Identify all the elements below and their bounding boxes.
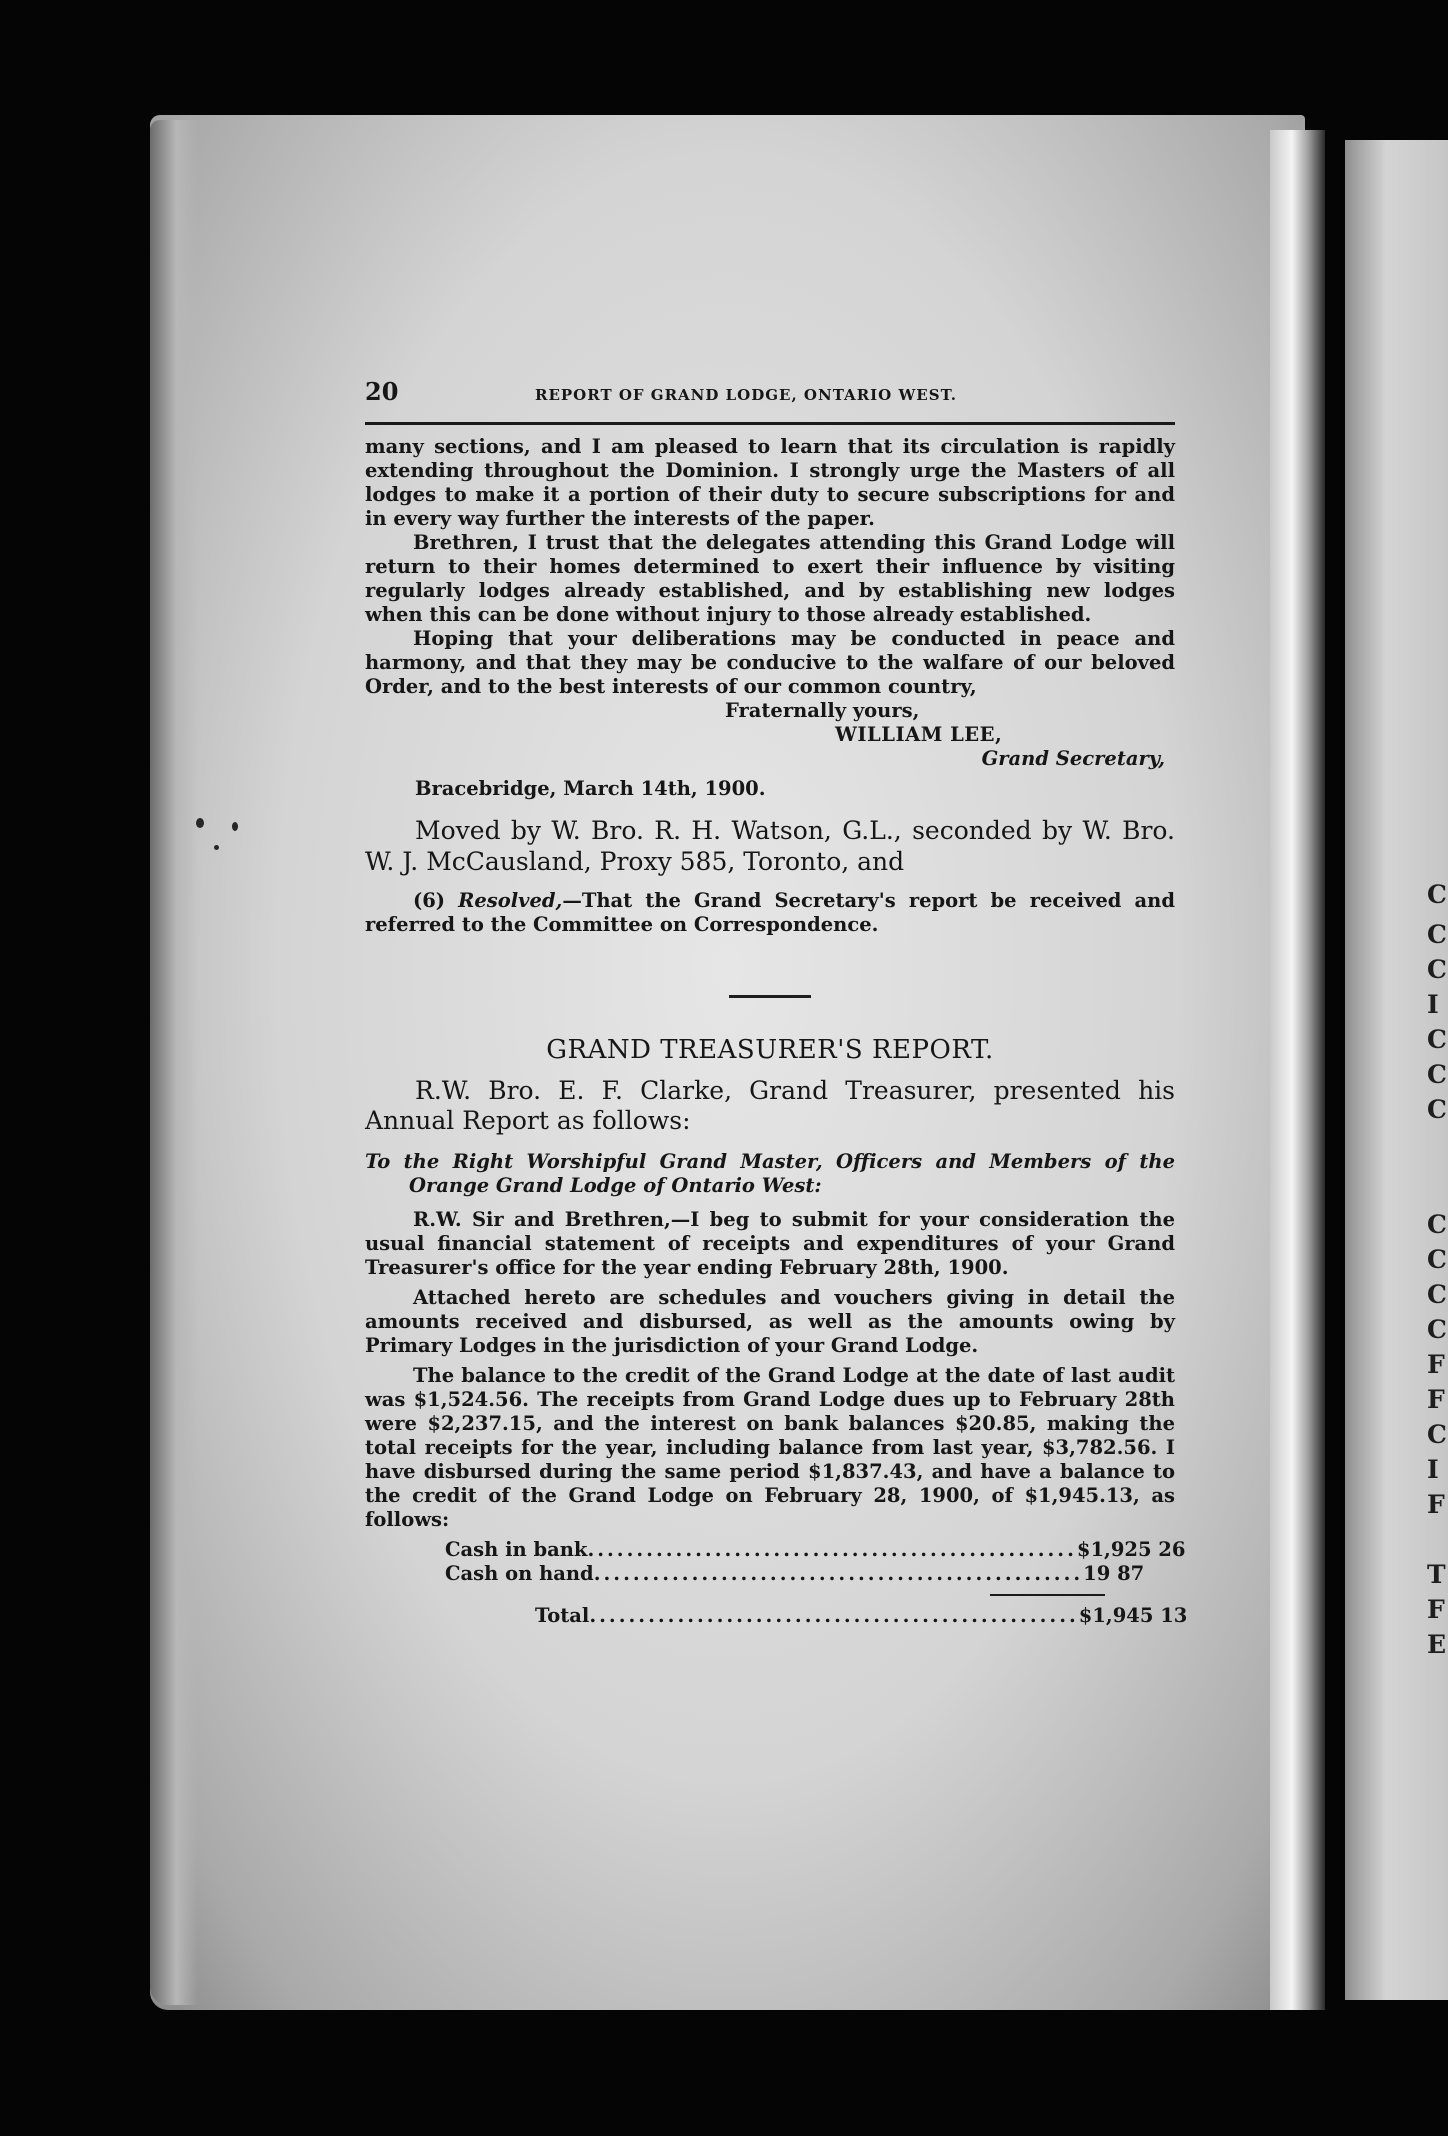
leader-dots: .................................................. (587, 1538, 1077, 1561)
page-number: 20 (365, 377, 399, 406)
ink-speck (196, 818, 204, 828)
resolution-number: (6) (413, 889, 446, 912)
adjacent-page-letter: F (1427, 1350, 1445, 1379)
leader-dots: .................................................. (589, 1604, 1079, 1627)
running-title: REPORT OF GRAND LODGE, ONTARIO WEST. (535, 386, 958, 404)
total-label: Total (535, 1604, 590, 1627)
running-header (365, 377, 1175, 425)
adjacent-page-letter: F (1427, 1595, 1445, 1624)
total-rule (990, 1594, 1105, 1596)
adjacent-page-letter: F (1427, 1385, 1445, 1414)
ledger-label: Cash on hand (445, 1562, 594, 1585)
section-divider (729, 995, 811, 998)
total-row (445, 1604, 1188, 1628)
document-text (365, 377, 1188, 1628)
letter-paragraph: Brethren, I trust that the delegates attending this Grand Lodge will return to their homes determined to exert their influence by visiting regularly lodges already established, and by establishing new lodges when this can be done without injury to those already established. (365, 531, 1175, 626)
book-gutter (1270, 130, 1325, 2010)
salutation-paragraph: R.W. Sir and Brethren,—I beg to submit for your consideration the usual financial statement of receipts and expenditures of your Grand Treasurer's office for the year ending February 28th, 1900. (365, 1208, 1175, 1279)
adjacent-page-letter: C (1427, 1025, 1447, 1054)
adjacent-page-letter: I (1427, 1455, 1439, 1484)
ink-speck (232, 822, 238, 831)
adjacent-page-letter: C (1427, 1420, 1447, 1449)
resolution-label: Resolved, (458, 889, 563, 912)
adjacent-page-strip (1345, 140, 1448, 2000)
cash-ledger (445, 1538, 1188, 1628)
signature-title: Grand Secretary, (981, 747, 1165, 770)
adjacent-page-letter: C (1427, 955, 1447, 984)
leader-dots: .................................................. (593, 1562, 1084, 1585)
ink-speck (214, 845, 219, 850)
adjacent-page-letter: F (1427, 1490, 1445, 1519)
ledger-row (445, 1538, 1186, 1562)
ledger-row (445, 1562, 1145, 1586)
ledger-amount: $1,925 26 (1076, 1538, 1186, 1561)
place-date: Bracebridge, March 14th, 1900. (415, 777, 766, 800)
adjacent-page-letter: C (1427, 1245, 1447, 1274)
resolution-text: —That the Grand Secretary's report be received and referred to the Committee on Correspondence. (365, 889, 1175, 936)
adjacent-page-letter: C (1427, 920, 1447, 949)
presented-text: R.W. Bro. E. F. Clarke, Grand Treasurer, presented his Annual Report as follows: (365, 1076, 1175, 1135)
adjacent-page-letter: C (1427, 880, 1447, 909)
letter-paragraph: many sections, and I am pleased to learn that its circulation is rapidly extending throughout the Dominion. I strongly urge the Masters of all lodges to make it a portion of their duty to secure subscriptions for and in every way further the interests of the paper. (365, 435, 1175, 530)
section-title: GRAND TREASURER'S REPORT. (546, 1035, 994, 1065)
letter-paragraph: Hoping that your deliberations may be conducted in peace and harmony, and that they may be conducive to the walfare of our beloved Order, and to the best interests of our common country, (365, 627, 1175, 698)
attached-paragraph: Attached hereto are schedules and vouchers giving in detail the amounts received and disbursed, as well as the amounts owing by Primary Lodges in the jurisdiction of your Grand Lodge. (365, 1286, 1175, 1357)
page-edge-shadow (150, 120, 198, 2005)
adjacent-page-letter: C (1427, 1315, 1447, 1344)
adjacent-page-letter: C (1427, 1280, 1447, 1309)
motion-text: Moved by W. Bro. R. H. Watson, G.L., seconded by W. Bro. W. J. McCausland, Proxy 585, Toronto, and (365, 816, 1175, 876)
resolution (365, 889, 1175, 937)
adjacent-page-letter: C (1427, 1210, 1447, 1239)
ledger-amount: 19 87 (1083, 1562, 1145, 1585)
address-line: To the Right Worshipful Grand Master, Officers and Members of the Orange Grand Lodge of Ontario West: (365, 1150, 1175, 1197)
balance-paragraph: The balance to the credit of the Grand Lodge at the date of last audit was $1,524.56. The receipts from Grand Lodge dues up to February 28th were $2,237.15, and the interest on bank balances $20.85, making the total receipts for the year, including balance from last year, $3,782.56. I have disbursed during the same period $1,837.43, and have a balance to the credit of the Grand Lodge on February 28, 1900, of $1,945.13, as follows: (365, 1364, 1175, 1531)
adjacent-page-letter: I (1427, 990, 1439, 1019)
signature-name: WILLIAM LEE, (835, 723, 1003, 746)
adjacent-page-letter: E (1427, 1630, 1447, 1659)
total-amount: $1,945 13 (1078, 1604, 1188, 1627)
adjacent-page-letter: C (1427, 1095, 1447, 1124)
adjacent-page-letter: C (1427, 1060, 1447, 1089)
adjacent-page-letter: T (1427, 1560, 1446, 1589)
ledger-label: Cash in bank (445, 1538, 588, 1561)
closing: Fraternally yours, (725, 699, 920, 722)
